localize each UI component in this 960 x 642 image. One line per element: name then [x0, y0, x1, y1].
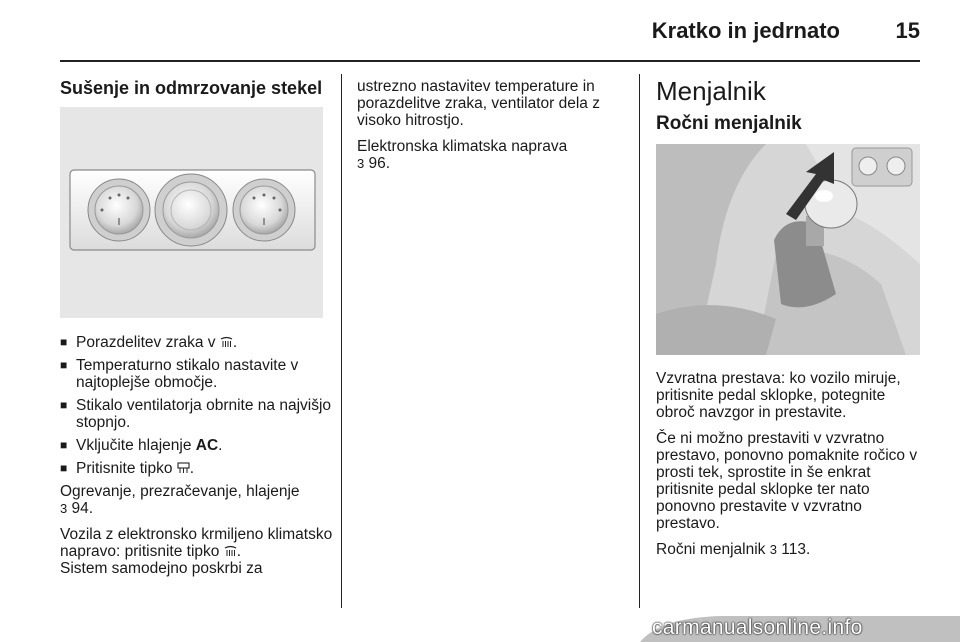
reference-paragraph: Ročni menjalnik 3 113. — [656, 541, 811, 558]
paragraph: Če ni možno prestaviti v vzvratno prestavo, ponovno pomaknite ročico v prosti tek, sprostite in še enkrat pritisnite pedal sklopke ter nato ponovno prestavite v vzvratno prestavo. — [656, 430, 918, 532]
rear-window-heating-icon — [177, 462, 190, 474]
right-column-head — [656, 76, 920, 136]
paragraph: Vozila z elektronsko krmiljeno klimatsko napravo: pritisnite tipko . Sistem samodejno poskrbi za — [60, 526, 333, 577]
section-heading-defrost: Sušenje in odmrzovanje stekel — [60, 78, 323, 98]
reference-arrow-icon: 3 — [60, 501, 68, 516]
reference-paragraph: Elektronska klimatska naprava 3 96. — [357, 138, 568, 172]
climate-control-panel-illustration — [60, 107, 323, 318]
list-item: ■ Temperaturno stikalo nastavite v najtoplejše območje. — [60, 357, 335, 391]
gear-lever-illustration — [656, 144, 920, 355]
list-item: ■ Pritisnite tipko . — [60, 460, 335, 477]
right-knob — [233, 179, 295, 241]
watermark-text: carmanualsonline.info — [652, 616, 863, 639]
subsection-title-manual-transmission: Ročni menjalnik — [656, 113, 802, 134]
right-column-body — [656, 370, 926, 567]
section-title-transmission: Menjalnik — [656, 76, 766, 106]
running-header-title: Kratko in jedrnato — [651, 18, 840, 43]
list-item: ■ Vključite hlajenje AC. — [60, 437, 335, 454]
page-number: 15 — [895, 18, 920, 43]
reference-arrow-icon: 3 — [357, 156, 365, 171]
left-column-body — [60, 334, 335, 577]
middle-column — [357, 78, 632, 181]
watermark — [640, 612, 960, 642]
list-item: ■ Stikalo ventilatorja obrnite na najvišjo stopnjo. — [60, 397, 335, 431]
list-item: ■ Porazdelitev zraka v . — [60, 334, 335, 351]
reference-paragraph: Ogrevanje, prezračevanje, hlajenje 3 94. — [60, 483, 300, 517]
climate-control-panel-figure — [60, 107, 323, 318]
windscreen-defrost-icon — [224, 545, 237, 557]
reference-arrow-icon: 3 — [769, 542, 777, 557]
gear-lever-figure — [656, 144, 920, 355]
column-divider-right — [639, 74, 640, 608]
left-knob — [88, 179, 150, 241]
left-column — [60, 80, 332, 97]
paragraph: ustrezno nastavitev temperature in porazdelitve zraka, ventilator dela z visoko hitrostjo. — [357, 78, 600, 129]
windscreen-defrost-icon — [220, 336, 233, 348]
defrost-steps-list — [60, 334, 335, 477]
column-divider-left — [341, 74, 342, 608]
ac-label: AC — [195, 437, 219, 454]
center-knob — [155, 174, 227, 246]
paragraph: Vzvratna prestava: ko vozilo miruje, pritisnite pedal sklopke, potegnite obroč navzgor in prestavite. — [656, 370, 901, 421]
header-rule — [60, 60, 920, 62]
